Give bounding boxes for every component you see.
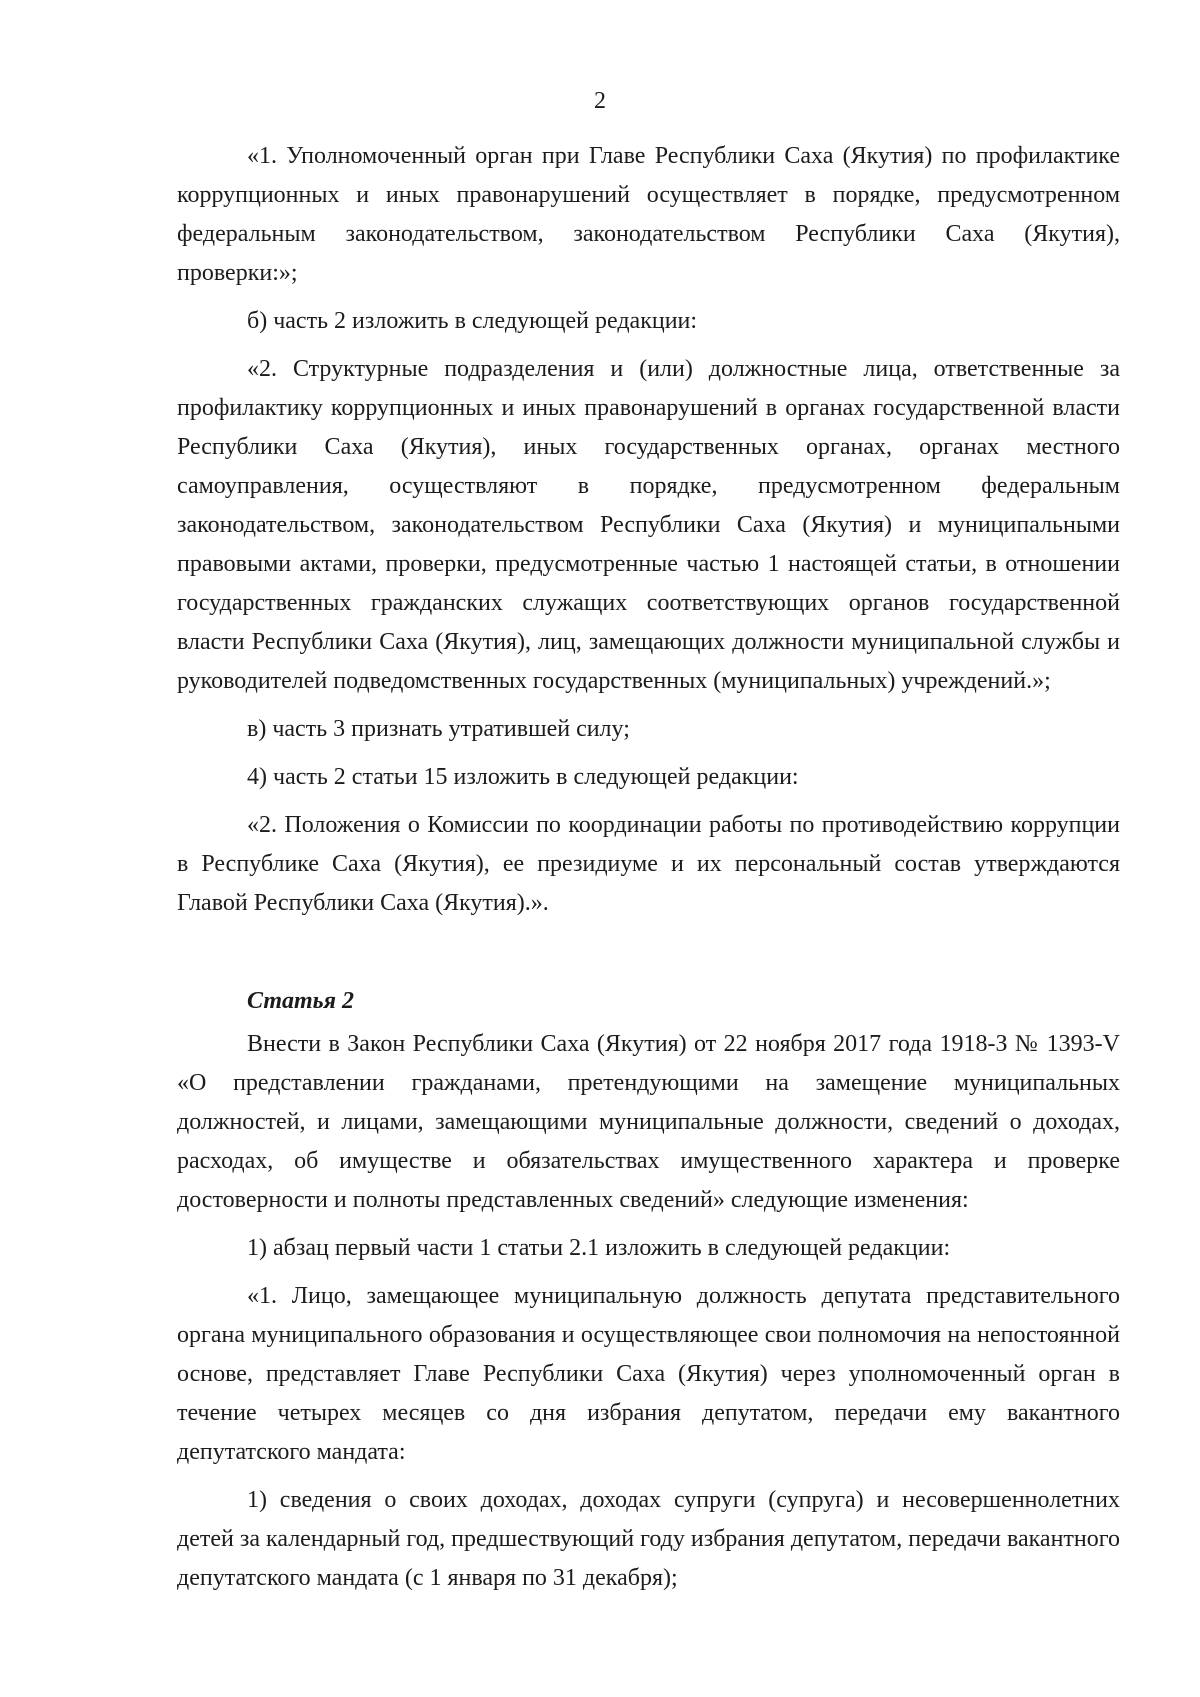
paragraph-amendment-part-1: «1. Уполномоченный орган при Главе Республики Саха (Якутия) по профилактике коррупционных и иных правонарушений осуществляет в порядке, предусмотренном федеральным законодательством, законодательством Республики Саха (Якутия), проверки:»; <box>177 143 1120 286</box>
paragraph-item-4: 4) часть 2 статьи 15 изложить в следующей редакции: <box>247 764 799 790</box>
paragraph-amendment-part-2: «2. Структурные подразделения и (или) должностные лица, ответственные за профилактику коррупционных и иных правонарушений в органах государственной власти Республики Саха (Якутия), иных государственных органах, органах местного самоуправления, осуществляют в порядке, предусмотренном федеральным законодательством, законодательством Республики Саха (Якутия) и муниципальными правовыми актами, проверки, предусмотренные частью 1 настоящей статьи, в отношении государственных гражданских служащих соответствующих органов государственной власти Республики Саха (Якутия), лиц, замещающих должности муниципальной службы и руководителей подведомственных государственных (муниципальных) учреждений.»; <box>177 356 1120 694</box>
document-body <box>177 137 1120 1607</box>
paragraph-item-b: б) часть 2 изложить в следующей редакции: <box>247 308 698 334</box>
article-heading: Статья 2 <box>247 988 355 1014</box>
paragraph-article-2-intro: Внести в Закон Республики Саха (Якутия) от 22 ноября 2017 года 1918-З № 1393-V «О представлении гражданами, претендующими на замещение муниципальных должностей, и лицами, замещающими муниципальные должности, сведений о доходах, расходах, об имуществе и обязательствах имущественного характера и проверке достоверности и полноты представленных сведений» следующие изменения: <box>177 1031 1120 1213</box>
paragraph-item-v: в) часть 3 признать утратившей силу; <box>247 716 630 742</box>
paragraph-article-2-item-1: 1) абзац первый части 1 статьи 2.1 изложить в следующей редакции: <box>247 1235 951 1261</box>
page-number: 2 <box>594 88 606 114</box>
paragraph-article-2-amendment: «1. Лицо, замещающее муниципальную должность депутата представительного органа муниципального образования и осуществляющее свои полномочия на непостоянной основе, представляет Главе Республики Саха (Якутия) через уполномоченный орган в течение четырех месяцев со дня избрания депутатом, передачи ему вакантного депутатского мандата: <box>177 1283 1120 1465</box>
paragraph-amendment-article-15: «2. Положения о Комиссии по координации работы по противодействию коррупции в Республике Саха (Якутия), ее президиуме и их персональный состав утверждаются Главой Республики Саха (Якутия).». <box>177 812 1120 916</box>
paragraph-article-2-subitem-1: 1) сведения о своих доходах, доходах супруги (супруга) и несовершеннолетних детей за календарный год, предшествующий году избрания депутатом, передачи вакантного депутатского мандата (с 1 января по 31 декабря); <box>177 1487 1120 1591</box>
